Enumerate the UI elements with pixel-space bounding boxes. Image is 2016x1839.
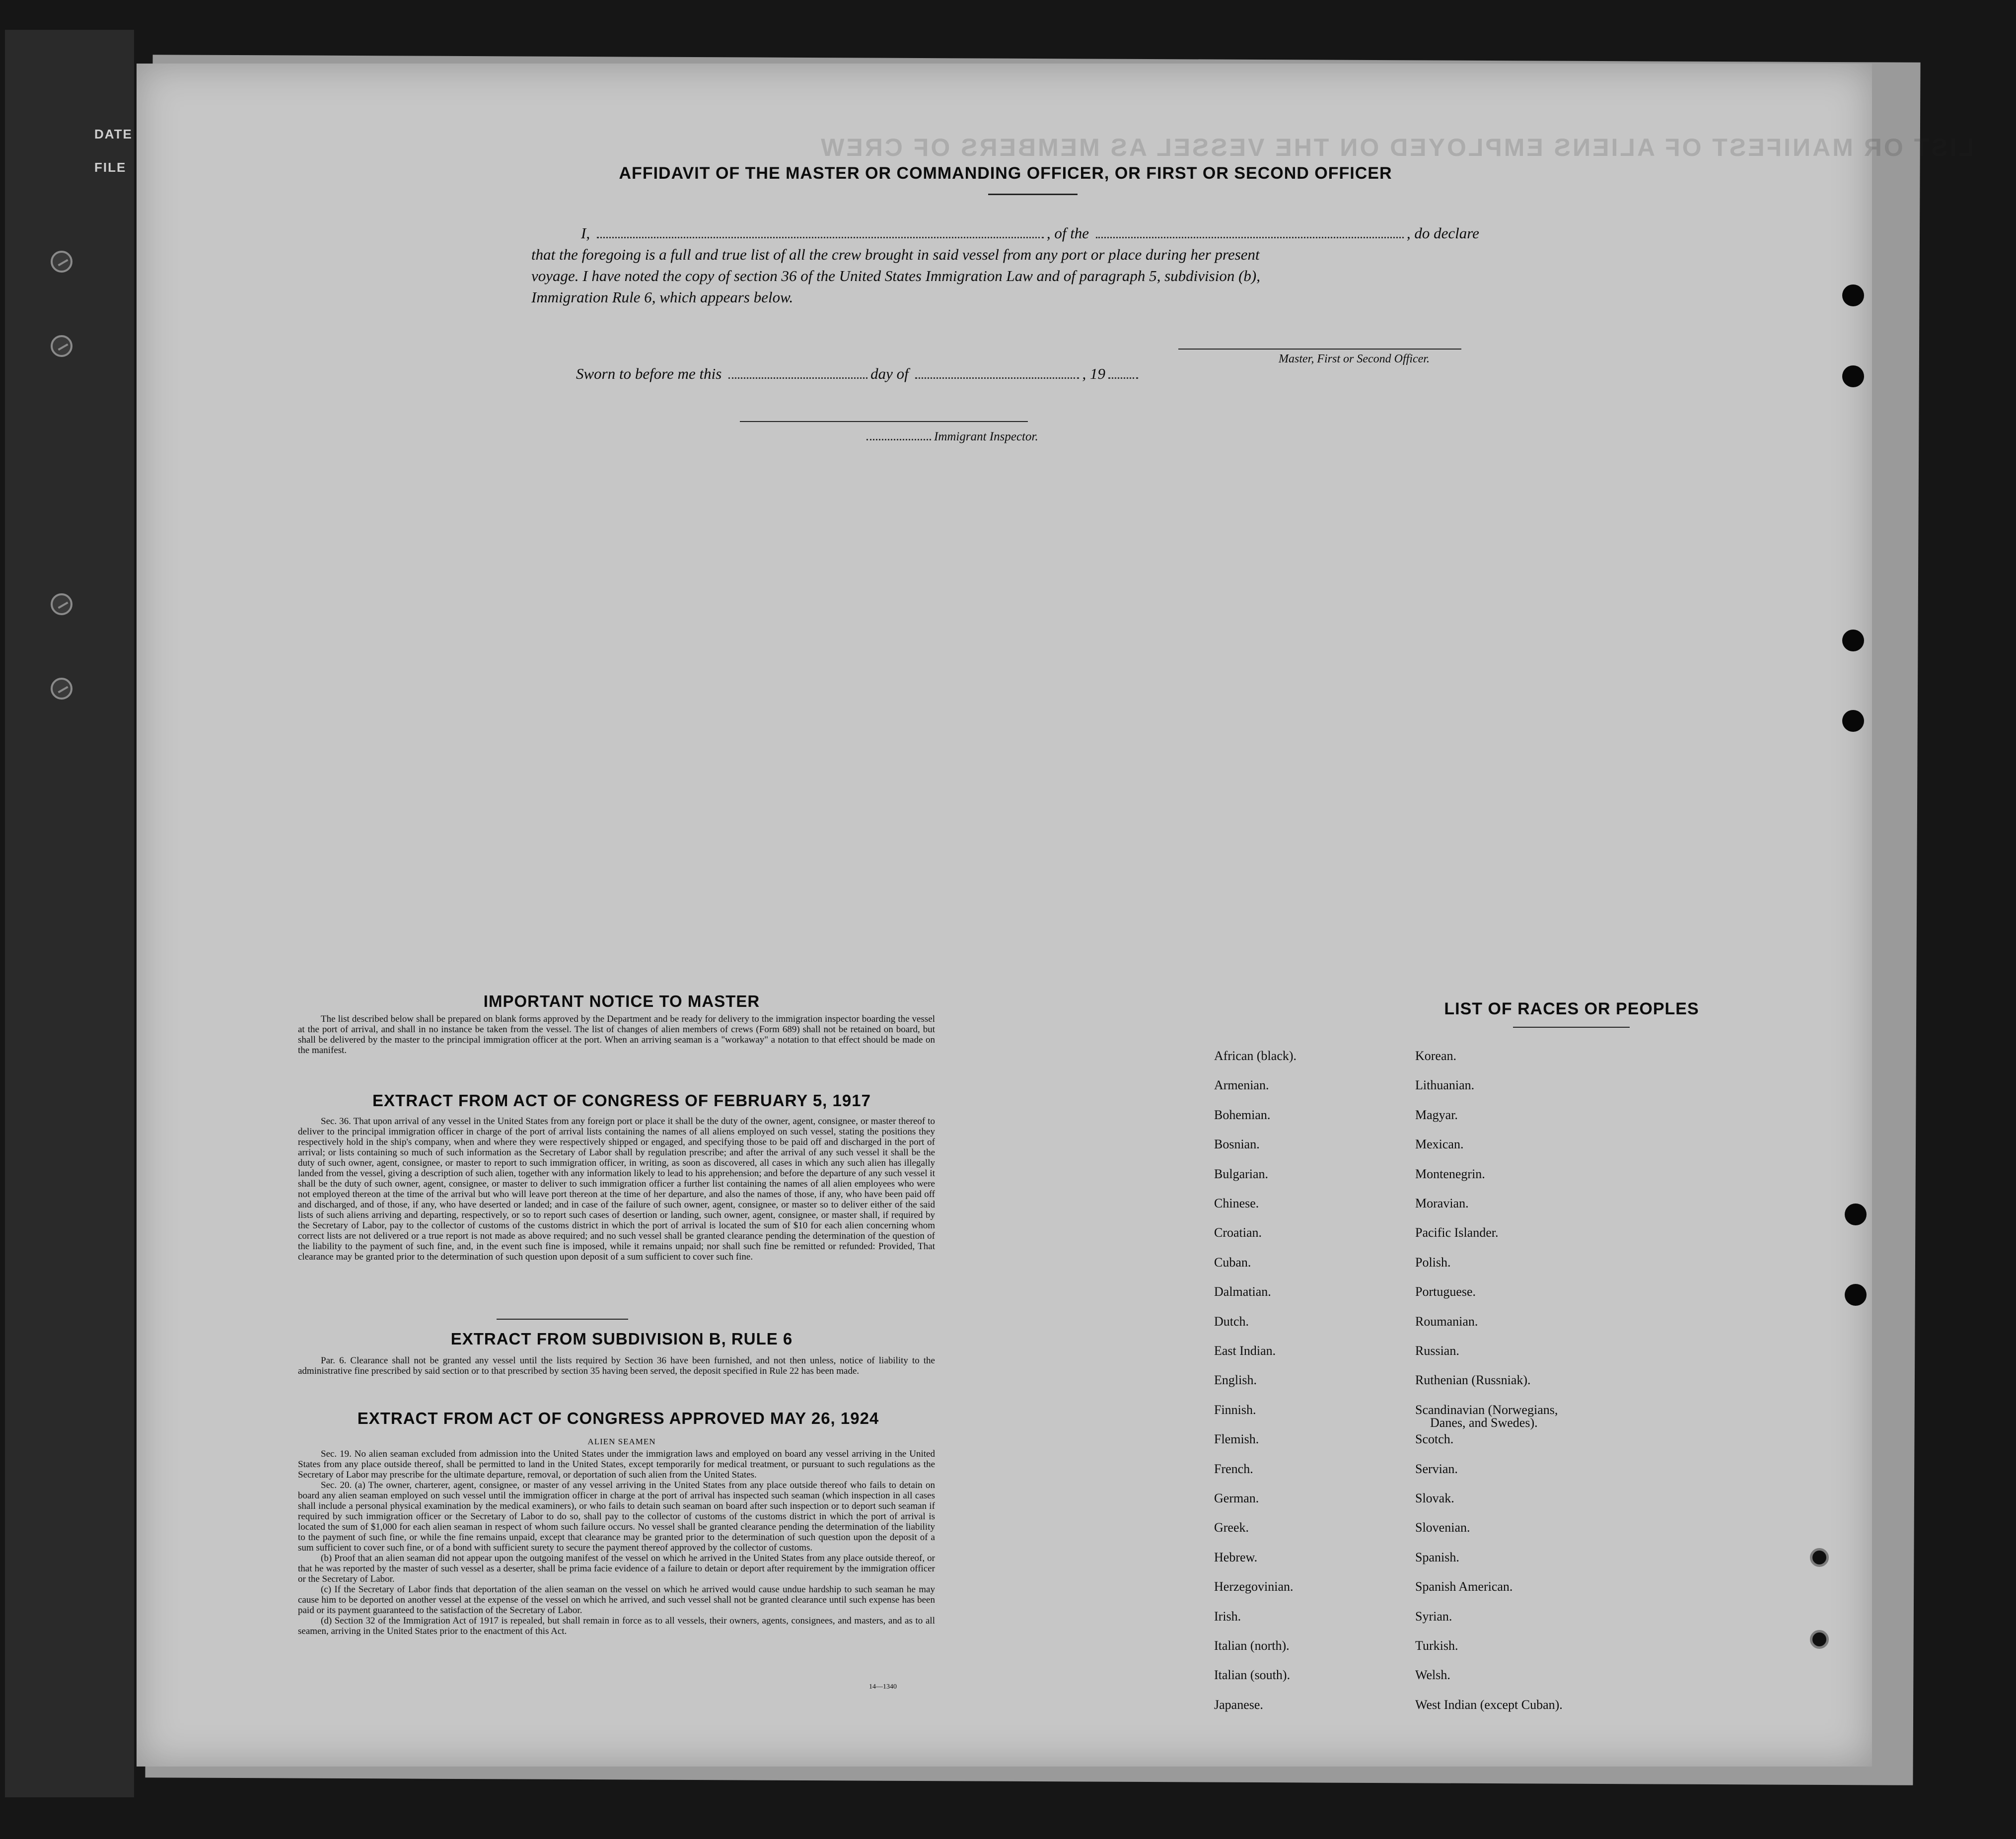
inspector-signature-label [866, 430, 1038, 444]
race-item: Bulgarian. [1214, 1166, 1269, 1181]
punch-hole [1842, 365, 1864, 387]
sec19-paragraph: Sec. 19. No alien seaman excluded from admission into the United States under the immigration laws and employed on board any vessel arriving in the United States from any place outside thereof, shall be permitted to land in the United States, except temporarily for medical treatment, or pursuant to such regulations as the Secretary of Labor may prescribe for the ultimate departure, removal, or deportation of such alien from the United States. [298, 1449, 935, 1480]
day-blank [728, 377, 867, 379]
races-divider [1513, 1027, 1630, 1028]
bleed-through-title: LIST OR MANIFEST OF ALIENS EMPLOYED ON THE VESSEL AS MEMBERS OF CREW [819, 134, 1974, 161]
race-item: African (black). [1214, 1049, 1297, 1063]
race-item: Greek. [1214, 1520, 1249, 1535]
race-item: Croatian. [1214, 1225, 1262, 1240]
extract-1917-body: Sec. 36. That upon arrival of any vessel in the United States from any foreign port or place it shall be the duty of the owner, agent, consignee, or master thereof to deliver to the principal immigration officer in charge of the port of arrival lists containing the names of all aliens employed on such vessel, stating the positions they respectively hold in the ship's company, when and where they were respectively shipped or engaged, and specifying those to be paid off and discharged in the port of arrival; or lists containing so much of such information as the Secretary of Labor shall by regulation prescribe; and after the arrival of any such vessel it shall be the duty of such owner, agent, consignee, or master to report to such immigration officer, in writing, as soon as discovered, all cases in which any such alien has illegally landed from the vessel, giving a description of such alien, together with any information likely to lead to his apprehension; and before the departure of any such vessel it shall be the duty of such owner, agent, consignee, or master to deliver to such immigration officer a further list containing the names of all alien employees who were not employed thereon at the time of the arrival but who will leave port thereon at the time of her departure, and also the names of those, if any, who have been paid off and discharged, and of those, if any, who have deserted or landed; and in case of the failure of such owner, agent, consignee, or master so to deliver either of the said lists of such aliens arriving and departing, respectively, or so to report such cases of desertion or landing, such owner, agent, consignee, or master shall, if required by the Secretary of Labor, pay to the collector of customs of the customs district in which the port of arrival is located the sum of $10 for each alien concerning whom correct lists are not delivered or a true report is not made as above required; and no such vessel shall be granted clearance pending the determination of the question of the liability to the payment of such fine, and, in the event such fine is imposed, while it remains unpaid; nor shall such fine be remitted or refunded: Provided, That clearance may be granted prior to the determination of such question upon deposit of a sum sufficient to cover such fine. [298, 1116, 935, 1262]
name-blank [597, 237, 1044, 238]
punch-hole [1845, 1203, 1867, 1225]
race-item: Turkish. [1415, 1638, 1458, 1653]
punch-hole [1842, 710, 1864, 732]
race-item: German. [1214, 1491, 1259, 1505]
race-item: Cuban. [1214, 1255, 1251, 1270]
race-item: Italian (north). [1214, 1638, 1290, 1653]
binder-hole [51, 593, 72, 615]
race-item: Italian (south). [1214, 1668, 1291, 1683]
race-item: Scandinavian (Norwegians, [1415, 1402, 1558, 1417]
race-item: Spanish American. [1415, 1579, 1513, 1594]
sec20c-paragraph: (c) If the Secretary of Labor finds that deportation of the alien seaman on the vessel on which he arrived would cause undue hardship to such seaman he may cause him to be deported on another vessel at the expense of the vessel on which he arrived, and such vessel shall not be granted clearance until such expense has been paid or its payment guaranteed to the satisfaction of the Secretary of Labor. [298, 1584, 935, 1616]
race-item: French. [1214, 1461, 1253, 1476]
binder-ring [1810, 1548, 1829, 1567]
year-text: , 19 [1082, 365, 1105, 382]
binder-ring [1810, 1630, 1829, 1649]
race-item: Chinese. [1214, 1196, 1259, 1210]
manifest-page [137, 64, 1974, 1767]
affidavit-title: AFFIDAVIT OF THE MASTER OR COMMANDING OFFICER, OR FIRST OR SECOND OFFICER [619, 164, 1392, 183]
punch-hole [1845, 1284, 1867, 1306]
race-item: English. [1214, 1373, 1257, 1388]
race-item: Lithuanian. [1415, 1078, 1475, 1093]
race-item: Roumanian. [1415, 1314, 1478, 1329]
title-divider [988, 194, 1078, 195]
race-item: Slovak. [1415, 1491, 1454, 1505]
affidavit-i: I, [581, 224, 590, 242]
notice-body: The list described below shall be prepared on blank forms approved by the Department and be ready for delivery to the immigration inspector boarding the vessel at the port of arrival, and shall in no instance be taken from the vessel. The list of changes of alien members of crews (Form 689) shall not be retained on board, but shall be delivered by the master to the principal immigration officer at the port. When an arriving seaman is a "workaway" a notation to that effect should be made on the manifest. [298, 1014, 935, 1056]
race-item: West Indian (except Cuban). [1415, 1697, 1563, 1712]
affidavit-declare: , do declare [1406, 224, 1479, 242]
race-item: Magyar. [1415, 1107, 1458, 1122]
strip-tab-top: DATE [94, 127, 133, 141]
inspector-signature-line [740, 421, 1028, 422]
year-blank [1108, 377, 1138, 379]
race-item: Herzegovinian. [1214, 1579, 1294, 1594]
race-item: Scotch. [1415, 1432, 1454, 1447]
race-item: Montenegrin. [1415, 1166, 1485, 1181]
sec20d-paragraph: (d) Section 32 of the Immigration Act of 1917 is repealed, but shall remain in force as to all vessels, their owners, agents, consignees, and masters, and as to all seamen, arriving in the United States prior to the enactment of this Act. [298, 1616, 935, 1636]
vessel-blank [1096, 237, 1404, 238]
binder-strip [5, 30, 134, 1797]
master-signature-label: Master, First or Second Officer. [1279, 353, 1430, 365]
races-title: LIST OF RACES OR PEOPLES [1444, 999, 1699, 1018]
notice-title: IMPORTANT NOTICE TO MASTER [483, 992, 760, 1010]
race-item: Hebrew. [1214, 1550, 1258, 1564]
race-item: Korean. [1415, 1049, 1457, 1063]
extract-1917-title: EXTRACT FROM ACT OF CONGRESS OF FEBRUARY 5, 1917 [372, 1091, 871, 1110]
race-item: Japanese. [1214, 1697, 1263, 1712]
affidavit-line-4: Immigration Rule 6, which appears below. [531, 288, 793, 306]
binder-hole [51, 678, 72, 700]
race-item: Bohemian. [1214, 1107, 1271, 1122]
punch-hole [1842, 284, 1864, 306]
race-item: Pacific Islander. [1415, 1225, 1499, 1240]
race-item: Syrian. [1415, 1609, 1452, 1624]
binder-hole [51, 335, 72, 357]
rule6-title: EXTRACT FROM SUBDIVISION B, RULE 6 [450, 1330, 793, 1348]
alien-seamen-subtitle: ALIEN SEAMEN [587, 1437, 656, 1446]
extract-1924-title: EXTRACT FROM ACT OF CONGRESS APPROVED MAY 26, 1924 [357, 1409, 879, 1427]
race-item: Polish. [1415, 1255, 1451, 1270]
master-signature-line [1178, 349, 1461, 350]
inspector-blank [866, 439, 931, 440]
strip-tab-bottom: FILE [94, 160, 127, 175]
race-item: Armenian. [1214, 1078, 1269, 1093]
affidavit-of-the: , of the [1046, 224, 1089, 242]
sworn-text: Sworn to before me this [576, 365, 722, 382]
binder-hole [51, 251, 72, 273]
race-item: Moravian. [1415, 1196, 1469, 1210]
race-item: Spanish. [1415, 1550, 1459, 1564]
race-item: Servian. [1415, 1461, 1458, 1476]
race-item: Danes, and Swedes). [1430, 1415, 1538, 1430]
race-item: Mexican. [1415, 1137, 1464, 1152]
race-item: Ruthenian (Russniak). [1415, 1373, 1531, 1388]
punch-hole [1842, 630, 1864, 651]
race-item: Slovenian. [1415, 1520, 1470, 1535]
race-item: Finnish. [1214, 1402, 1256, 1417]
divider [497, 1319, 628, 1320]
sec20b-paragraph: (b) Proof that an alien seaman did not appear upon the outgoing manifest of the vessel on which he arrived in the United States from any place outside thereof, or that he was reported by the master of such vessel as a deserter, shall be prima facie evidence of a failure to detain or deport after requirement by the immigration officer or the Secretary of Labor. [298, 1553, 935, 1584]
race-item: Dutch. [1214, 1314, 1249, 1329]
month-blank [915, 377, 1079, 379]
affidavit-line-2: that the foregoing is a full and true list of all the crew brought in said vessel from any port or place during her present [531, 246, 1260, 263]
race-item: Bosnian. [1214, 1137, 1260, 1152]
race-item: Dalmatian. [1214, 1284, 1271, 1299]
extract-1924-body [298, 1449, 935, 1636]
race-item: East Indian. [1214, 1344, 1276, 1358]
sworn-line [576, 365, 1141, 383]
inspector-text: Immigrant Inspector. [934, 430, 1038, 443]
affidavit-line-1 [581, 224, 1479, 242]
sec20a-paragraph: Sec. 20. (a) The owner, charterer, agent, consignee, or master of any vessel arriving in the United States from any place outside thereof who fails to detain on board any alien seaman employed on such vessel until the immigration officer in charge at the port of arrival has inspected such seaman (which inspection in all cases shall include a personal physical examination by the medical examiners), or who fails to detain such seaman on board after such inspection or to deport such seaman if required by such immigration officer or the Secretary of Labor to do so, shall pay to the collector of customs of the customs district in which the port of arrival is located the sum of $1,000 for each alien seaman in respect of whom such failure occurs. No vessel shall be granted clearance pending the determination of the liability to the payment of such fine, or while the fine remains unpaid, except that clearance may be granted prior to the determination of such question upon the deposit of a sum sufficient to cover such fine, or of a bond with sufficient surety to secure the payment thereof approved by the collector of customs. [298, 1480, 935, 1553]
race-item: Flemish. [1214, 1432, 1259, 1447]
race-item: Russian. [1415, 1344, 1459, 1358]
race-item: Welsh. [1415, 1668, 1450, 1683]
rule6-body: Par. 6. Clearance shall not be granted any vessel until the lists required by Section 36 have been furnished, and not then unless, notice of liability to the administrative fine prescribed by said section or to that prescribed by section 35 having been served, the deposit specified in Rule 22 has been made. [298, 1355, 935, 1376]
day-of-text: day of [870, 365, 909, 382]
race-item: Irish. [1214, 1609, 1241, 1624]
form-number: 14—1340 [869, 1683, 897, 1691]
affidavit-line-3: voyage. I have noted the copy of section 36 of the United States Immigration Law and of paragraph 5, subdivision (b), [531, 267, 1260, 284]
race-item: Portuguese. [1415, 1284, 1476, 1299]
